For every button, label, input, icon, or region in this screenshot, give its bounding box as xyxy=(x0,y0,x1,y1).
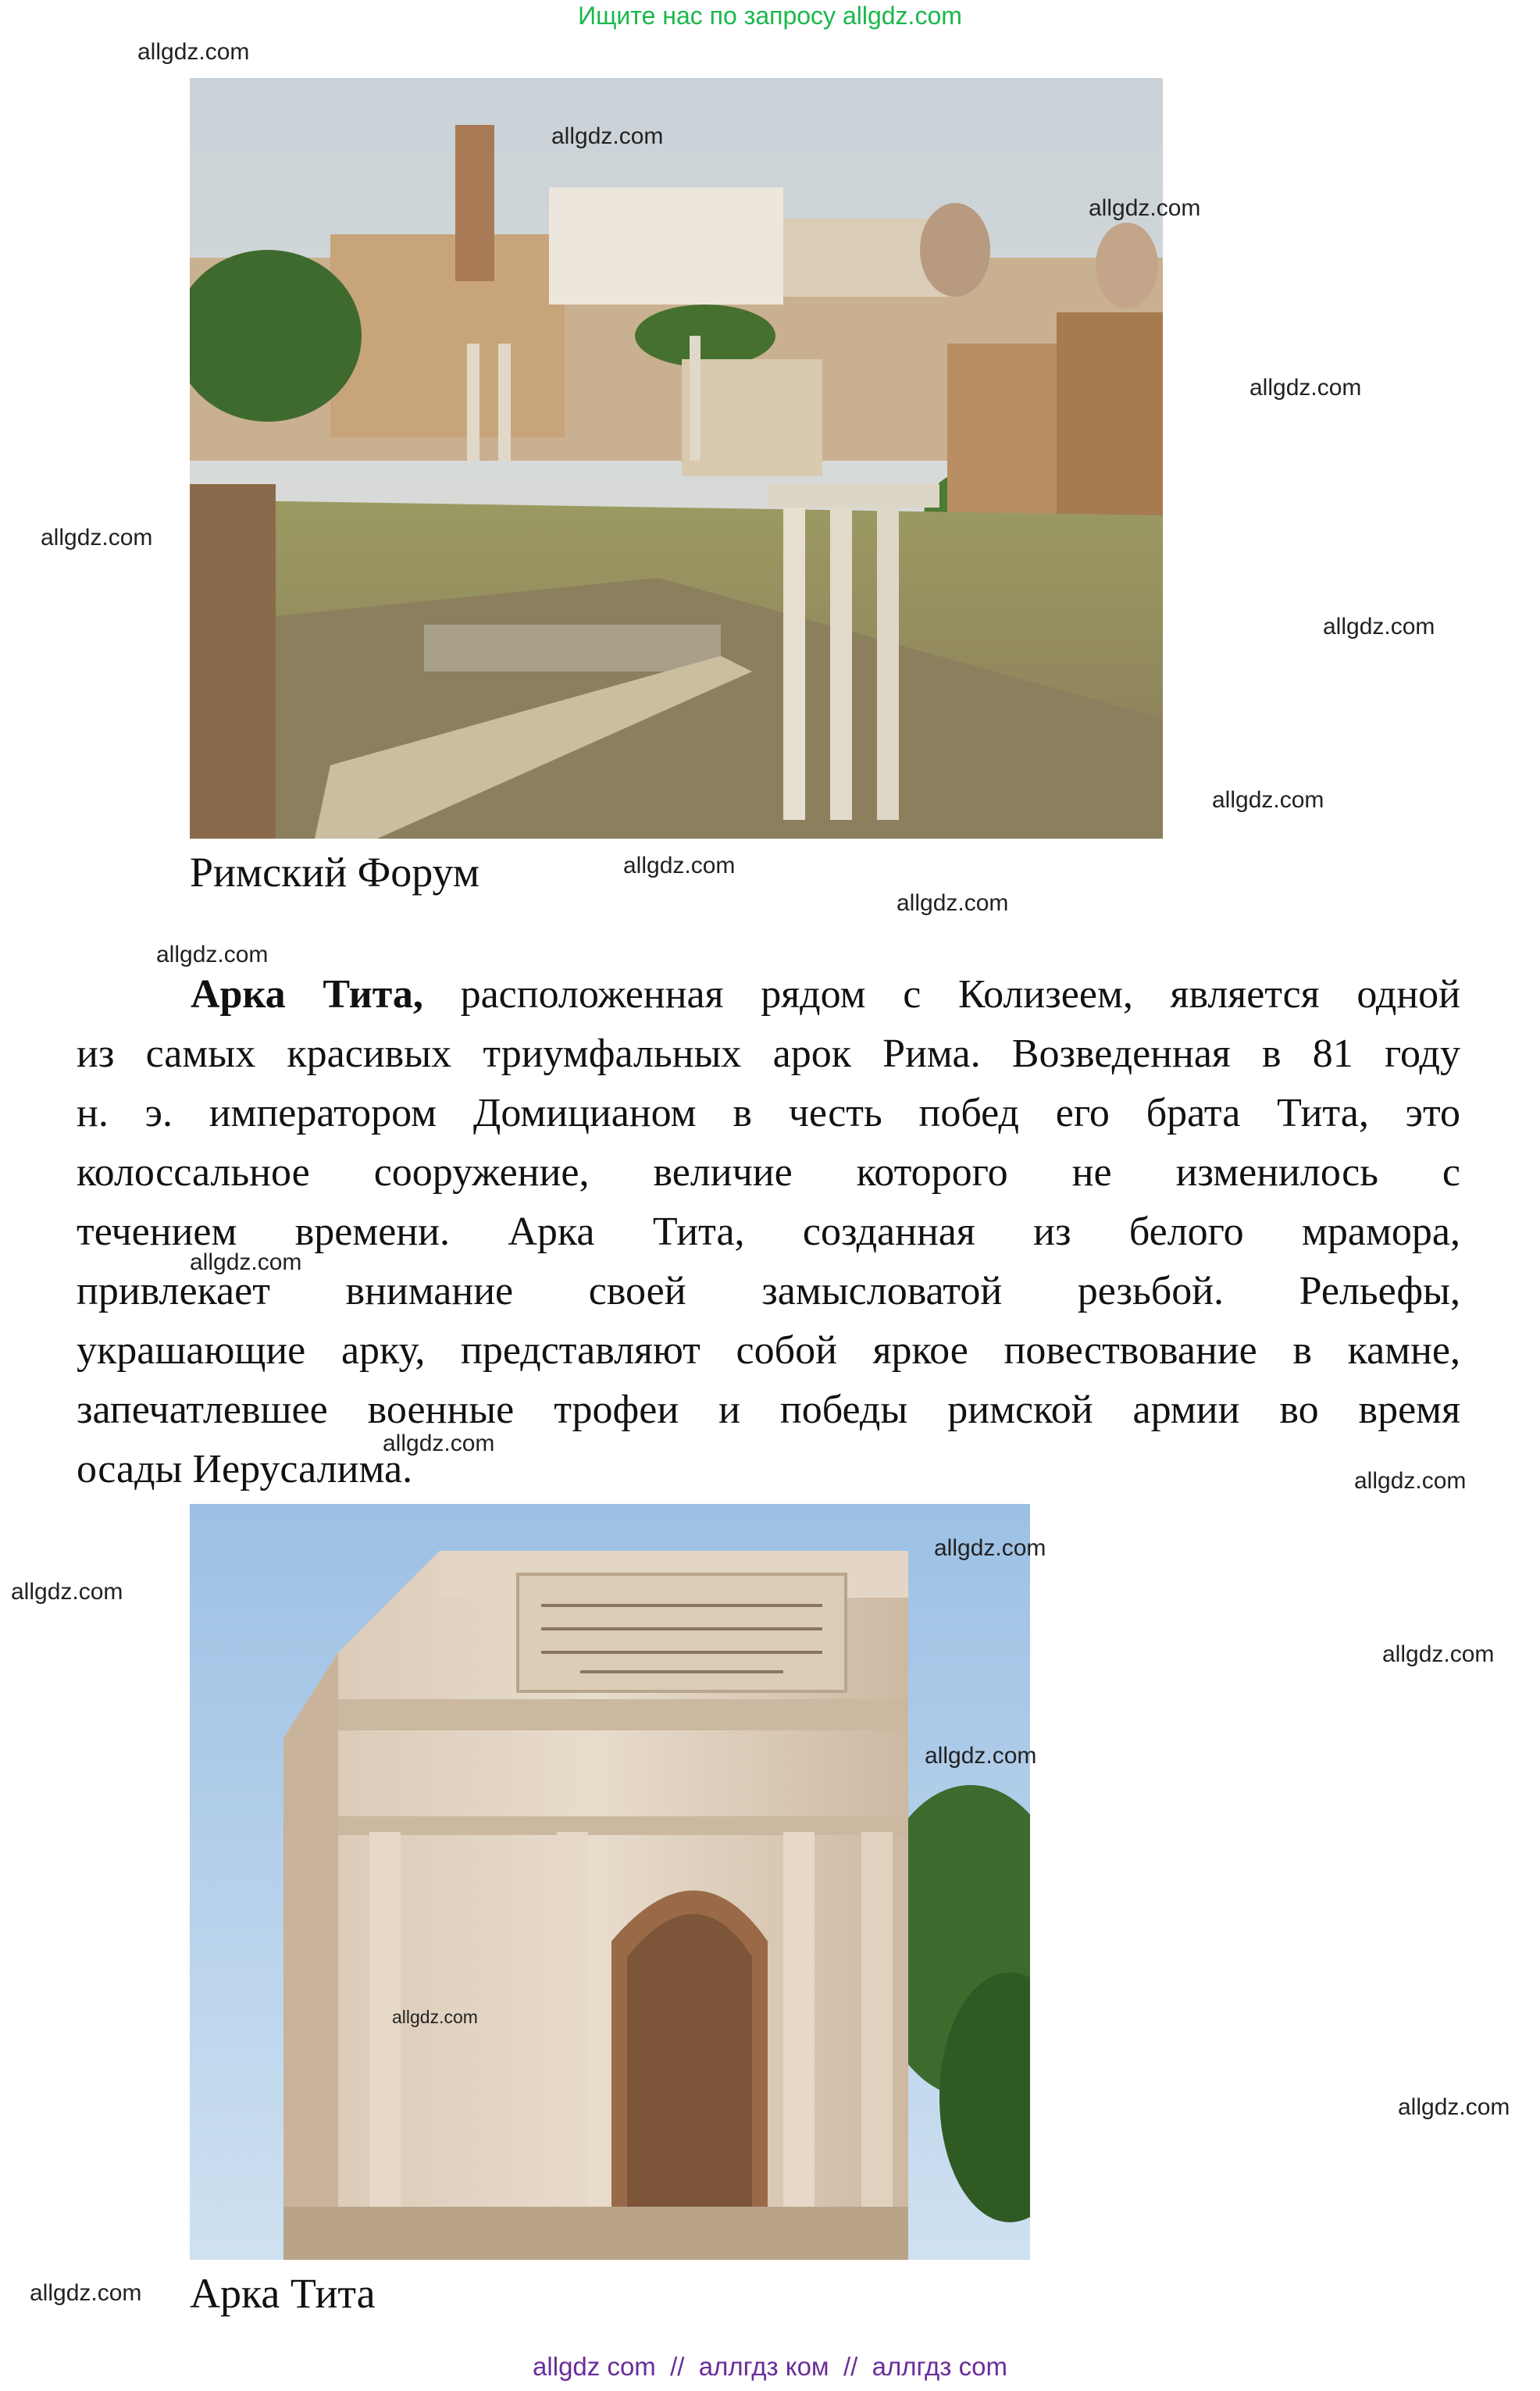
watermark: allgdz.com xyxy=(934,1535,1046,1561)
paragraph-line-1 xyxy=(191,965,1460,1024)
paragraph-line-6: привлекает внимание своей замысловатой резьбой. Рельефы, xyxy=(77,1269,1460,1313)
roman-forum-photo xyxy=(190,78,1163,839)
watermark: allgdz.com xyxy=(383,1431,495,1456)
roman-forum-caption: Римский Форум xyxy=(190,849,480,896)
watermark: allgdz.com xyxy=(30,2280,142,2306)
paragraph-line-3: н. э. императором Домицианом в честь побед его брата Тита, это xyxy=(77,1091,1460,1135)
watermark: allgdz.com xyxy=(137,39,250,65)
watermark: allgdz.com xyxy=(1398,2094,1510,2120)
watermark: allgdz.com xyxy=(392,2007,478,2027)
watermark: allgdz.com xyxy=(41,525,153,551)
paragraph-line-9: осады Иерусалима. xyxy=(77,1447,413,1491)
watermark: allgdz.com xyxy=(1089,195,1201,221)
arch-of-titus-caption: Арка Тита xyxy=(190,2270,376,2317)
watermark: allgdz.com xyxy=(925,1743,1037,1769)
paragraph-line-1-text: расположенная рядом с Колизеем, является одной xyxy=(422,972,1460,1017)
watermark: allgdz.com xyxy=(1249,375,1362,401)
watermark: allgdz.com xyxy=(1382,1641,1495,1667)
paragraph-line-5: течением времени. Арка Тита, созданная из белого мрамора, xyxy=(77,1210,1460,1254)
arch-of-titus-photo xyxy=(190,1504,1030,2260)
top-banner[interactable]: Ищите нас по запросу allgdz.com xyxy=(578,2,962,30)
watermark: allgdz.com xyxy=(551,123,664,149)
footer-links[interactable]: allgdz com // аллгдз ком // аллгдз com xyxy=(533,2352,1007,2381)
watermark: allgdz.com xyxy=(190,1249,302,1275)
paragraph-line-7: украшающие арку, представляют собой яркое повествование в камне, xyxy=(77,1328,1460,1373)
paragraph-line-4: колоссальное сооружение, величие которого не изменилось с xyxy=(77,1150,1460,1195)
watermark: allgdz.com xyxy=(1323,614,1435,640)
paragraph-line-2: из самых красивых триумфальных арок Рима. Возведенная в 81 году xyxy=(77,1032,1460,1076)
watermark: allgdz.com xyxy=(11,1579,123,1605)
watermark: allgdz.com xyxy=(156,942,269,967)
watermark: allgdz.com xyxy=(623,853,736,878)
watermark: allgdz.com xyxy=(897,890,1009,916)
watermark: allgdz.com xyxy=(1354,1468,1467,1494)
paragraph-lead-bold: Арка Тита, xyxy=(191,972,423,1017)
watermark: allgdz.com xyxy=(1212,787,1324,813)
paragraph-line-8: запечатлевшее военные трофеи и победы римской армии во время xyxy=(77,1388,1460,1432)
